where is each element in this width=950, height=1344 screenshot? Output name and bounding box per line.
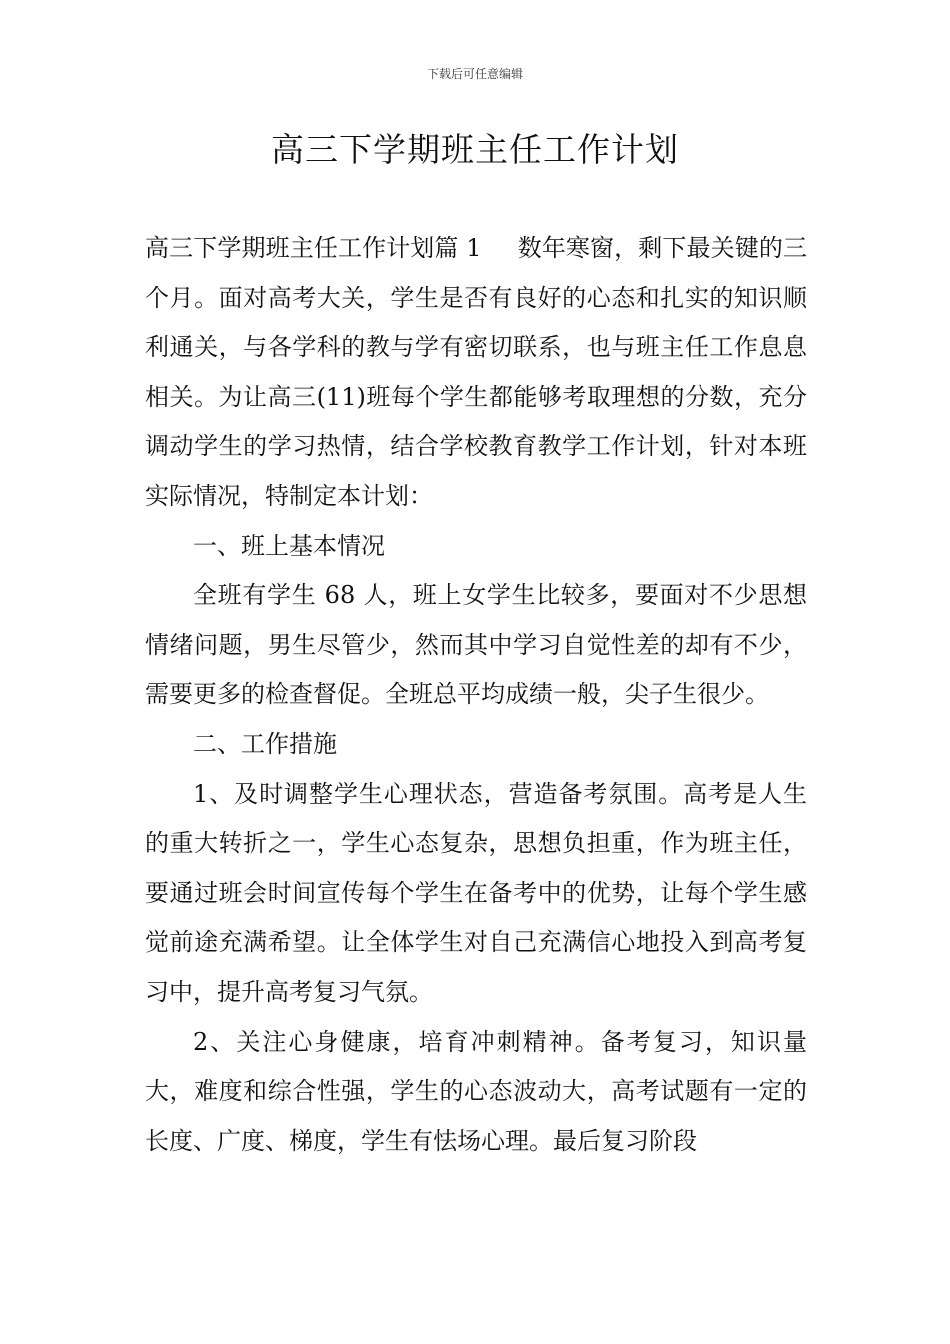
item1-paragraph: 1、及时调整学生心理状态，营造备考氛围。高考是人生的重大转折之一，学生心态复杂，思想负担重，作为班主任，要通过班会时间宣传每个学生在备考中的优势，让每个学生感觉前途充满希望。让全体学生对自己充满信心地投入到高考复习中，提升高考复习气氛。 [145,779,807,1006]
header-note: 下载后可任意编辑 [426,67,523,81]
section1-paragraph: 全班有学生 68 人，班上女学生比较多，要面对不少思想情绪问题，男生尽管少，然而其中学习自觉性差的却有不少，需要更多的检查督促。全班总平均成绩一般，尖子生很少。 [145,581,807,709]
document-title: 高三下学期班主任工作计划 [271,130,679,169]
intro-title: 高三下学期班主任工作计划篇 1 [145,234,482,262]
intro-paragraph [145,224,807,522]
section1-heading: 一、班上基本情况 [193,531,385,560]
intro-text: 数年寒窗，剩下最关键的三个月。面对高考大关，学生是否有良好的心态和扎实的知识顺利通关，与各学科的教与学有密切联系，也与班主任工作息息相关。为让高三(11)班每个学生都能够考取理想的分数，充分调动学生的学习热情，结合学校教育教学工作计划，针对本班实际情况，特制定本计划： [145,234,808,510]
item2-paragraph: 2、关注心身健康，培育冲刺精神。备考复习，知识量大，难度和综合性强，学生的心态波动大，高考试题有一定的长度、广度、梯度，学生有怯场心理。最后复习阶段 [145,1027,807,1155]
document-body [145,224,807,1166]
section2-heading: 二、工作措施 [193,729,337,758]
